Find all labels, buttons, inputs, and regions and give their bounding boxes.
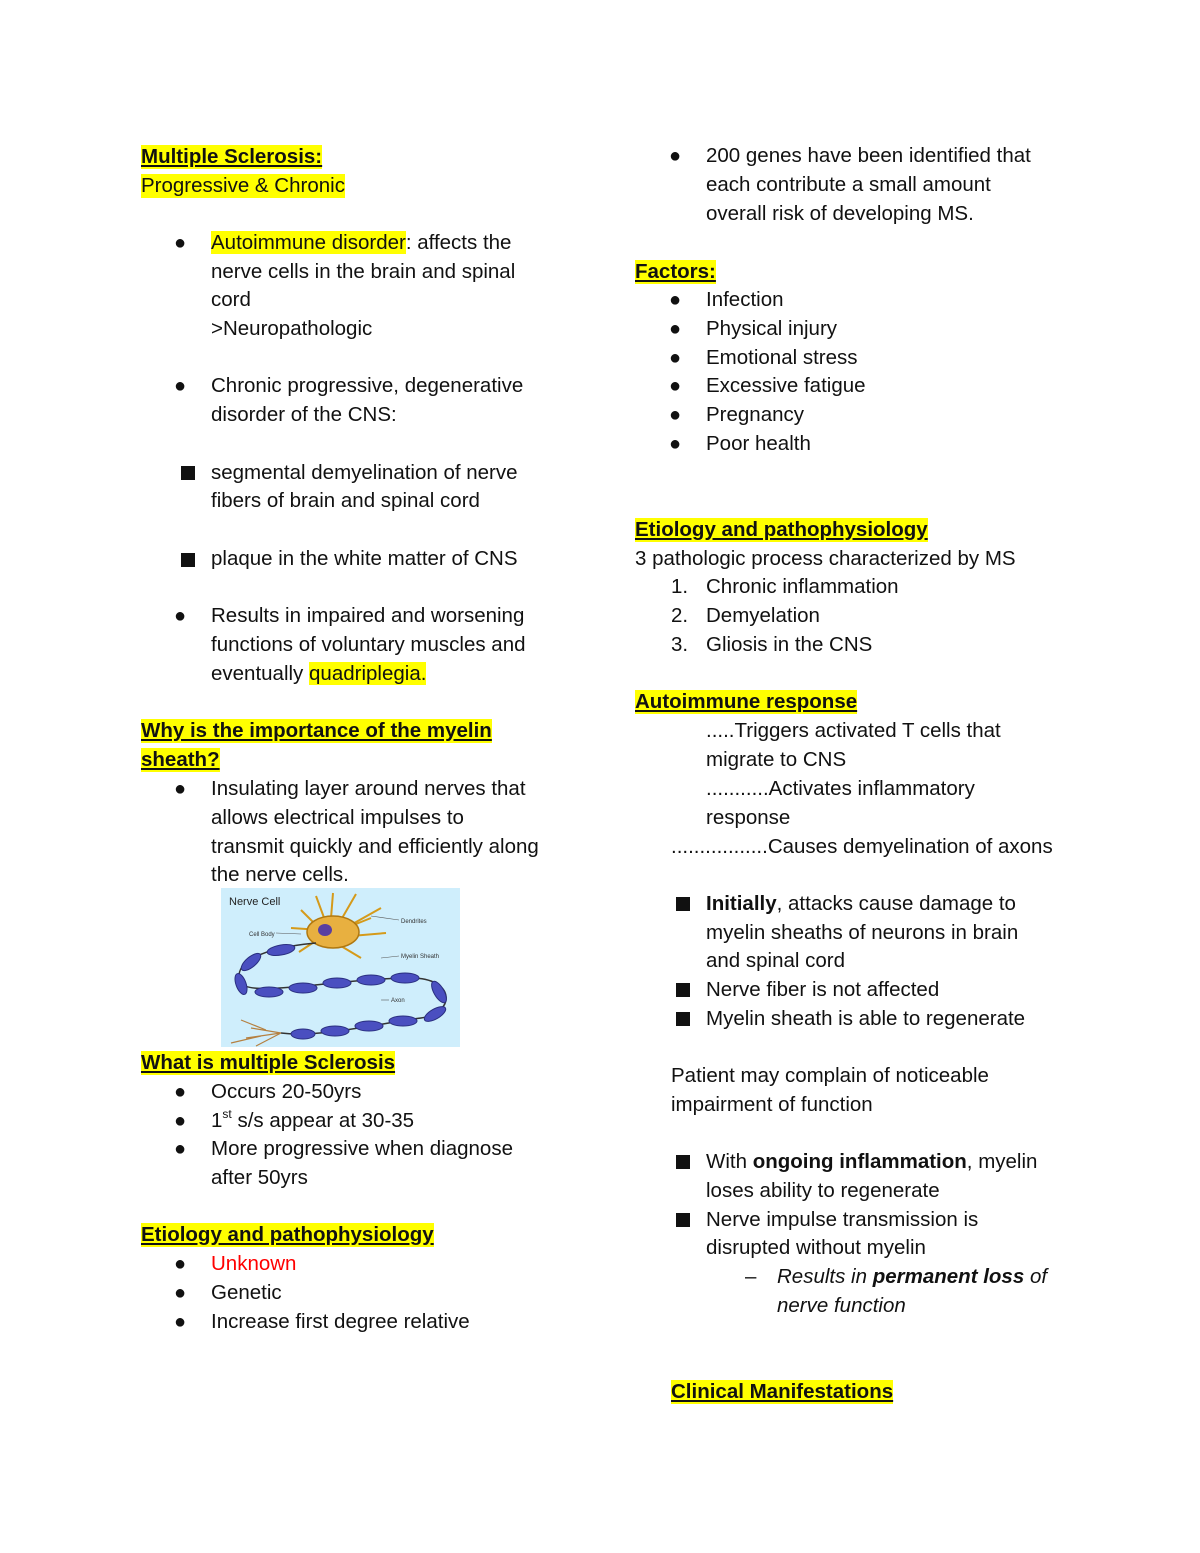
bullet-icon: ●	[174, 1311, 187, 1333]
autoimmune-bullet-line1	[211, 231, 511, 255]
nerve-fiber-line: Nerve fiber is not affected	[706, 978, 940, 1001]
text: : affects the	[405, 231, 512, 254]
activates-line2: response	[706, 806, 791, 829]
autoimmune-response-heading: Autoimmune response	[635, 690, 858, 713]
results-line2: functions of voluntary muscles and	[211, 633, 526, 656]
label-axon: Axon	[391, 998, 405, 1004]
bullet-icon: ●	[174, 1110, 187, 1132]
genetic-line: Genetic	[211, 1281, 282, 1304]
bullet-icon: ●	[174, 1138, 187, 1160]
figure-title: Nerve Cell	[229, 896, 281, 908]
bold-text: permanent loss	[872, 1265, 1025, 1288]
etiology-heading-left: Etiology and pathophysiology	[141, 1223, 434, 1246]
bold-text: Initially	[706, 892, 777, 915]
bullet-icon: ●	[174, 778, 187, 800]
etiology-item: Gliosis in the CNS	[706, 633, 873, 656]
subtitle-progressive-chronic: Progressive & Chronic	[141, 174, 345, 197]
bullet-icon: ●	[174, 605, 187, 627]
label-cell-body: Cell Body	[249, 932, 275, 938]
triggers-line2: migrate to CNS	[706, 748, 847, 771]
factor-item: Pregnancy	[706, 403, 805, 426]
superscript: st	[222, 1107, 232, 1121]
etiology-intro: 3 pathologic process characterized by MS	[635, 547, 1016, 570]
impulse-line2: disrupted without myelin	[706, 1236, 926, 1259]
ongoing-line1	[706, 1150, 1037, 1174]
bullet-icon: ●	[669, 404, 682, 426]
first-ss-line	[211, 1109, 414, 1133]
unknown-line: Unknown	[211, 1252, 297, 1275]
list-number: 1.	[671, 575, 689, 598]
square-bullet-icon	[676, 1012, 690, 1026]
etiology-heading-right: Etiology and pathophysiology	[635, 518, 928, 541]
label-dendrites: Dendrites	[401, 919, 427, 925]
text: , myelin	[966, 1150, 1038, 1173]
autoimmune-bullet-line4: >Neuropathologic	[211, 317, 373, 340]
square-bullet-icon	[676, 1155, 690, 1169]
title-multiple-sclerosis: Multiple Sclerosis:	[141, 145, 323, 168]
square-bullet-icon	[676, 1213, 690, 1227]
text: , attacks cause damage to	[776, 892, 1016, 915]
ongoing-line2: loses ability to regenerate	[706, 1179, 940, 1202]
activates-line1: ...........Activates inflammatory	[706, 777, 975, 800]
dash-bullet-icon: –	[745, 1265, 757, 1288]
permanent-loss-line2: nerve function	[777, 1294, 906, 1317]
triggers-line1: .....Triggers activated T cells that	[706, 719, 1001, 742]
impulse-line1: Nerve impulse transmission is	[706, 1208, 979, 1231]
bullet-icon: ●	[669, 347, 682, 369]
segmental-line2: fibers of brain and spinal cord	[211, 489, 480, 512]
bullet-icon: ●	[174, 1253, 187, 1275]
square-bullet-icon	[181, 553, 195, 567]
initially-line3: and spinal cord	[706, 949, 846, 972]
chronic-bullet-line1: Chronic progressive, degenerative	[211, 374, 524, 397]
autoimmune-bullet-line3: cord	[211, 288, 251, 311]
bullet-icon: ●	[669, 145, 682, 167]
autoimmune-disorder-highlight: Autoimmune disorder	[211, 231, 406, 254]
causes-line: .................Causes demyelination of axons	[671, 835, 1053, 858]
factor-item: Emotional stress	[706, 346, 858, 369]
square-bullet-icon	[676, 897, 690, 911]
etiology-item: Chronic inflammation	[706, 575, 899, 598]
text: eventually	[211, 662, 310, 685]
more-progressive-line1: More progressive when diagnose	[211, 1137, 513, 1160]
figure-background	[221, 888, 460, 1047]
nucleus	[318, 924, 332, 936]
permanent-loss-line1	[777, 1265, 1047, 1289]
bullet-icon: ●	[669, 433, 682, 455]
bullet-icon: ●	[174, 1081, 187, 1103]
text: With	[706, 1150, 753, 1173]
clinical-manifestations-heading: Clinical Manifestations	[671, 1380, 894, 1403]
bullet-icon: ●	[669, 375, 682, 397]
patient-line1: Patient may complain of noticeable	[671, 1064, 989, 1087]
relative-line: Increase first degree relative	[211, 1310, 470, 1333]
factors-heading: Factors:	[635, 260, 716, 283]
results-line3	[211, 662, 426, 686]
autoimmune-bullet-line2: nerve cells in the brain and spinal	[211, 260, 516, 283]
bullet-icon: ●	[669, 318, 682, 340]
text: Results in	[777, 1265, 873, 1288]
factor-item: Excessive fatigue	[706, 374, 866, 397]
more-progressive-line2: after 50yrs	[211, 1166, 308, 1189]
bold-text: ongoing inflammation	[752, 1150, 967, 1173]
initially-line1	[706, 892, 1016, 916]
results-line1: Results in impaired and worsening	[211, 604, 525, 627]
text: 1	[211, 1109, 223, 1132]
regenerate-line: Myelin sheath is able to regenerate	[706, 1007, 1026, 1030]
etiology-item: Demyelation	[706, 604, 820, 627]
bullet-icon: ●	[174, 375, 187, 397]
bullet-icon: ●	[669, 289, 682, 311]
bullet-icon: ●	[174, 232, 187, 254]
text: of	[1024, 1265, 1048, 1288]
nerve-cell-figure	[221, 888, 460, 1047]
genes-line2: each contribute a small amount	[706, 173, 991, 196]
initially-line2: myelin sheaths of neurons in brain	[706, 921, 1019, 944]
insulating-line3: transmit quickly and efficiently along	[211, 835, 539, 858]
square-bullet-icon	[676, 983, 690, 997]
occurs-line: Occurs 20-50yrs	[211, 1080, 362, 1103]
quadriplegia-highlight: quadriplegia.	[309, 662, 427, 685]
insulating-line4: the nerve cells.	[211, 863, 349, 886]
myelin-heading-line1: Why is the importance of the myelin	[141, 719, 492, 742]
myelin-heading-line2: sheath?	[141, 748, 220, 771]
factor-item: Infection	[706, 288, 784, 311]
genes-line1: 200 genes have been identified that	[706, 144, 1031, 167]
list-number: 2.	[671, 604, 689, 627]
patient-line2: impairment of function	[671, 1093, 873, 1116]
segmental-line1: segmental demyelination of nerve	[211, 461, 518, 484]
list-number: 3.	[671, 633, 689, 656]
factor-item: Poor health	[706, 432, 811, 455]
label-myelin-sheath: Myelin Sheath	[401, 954, 440, 960]
plaque-line: plaque in the white matter of CNS	[211, 547, 518, 570]
chronic-bullet-line2: disorder of the CNS:	[211, 403, 397, 426]
bullet-icon: ●	[174, 1282, 187, 1304]
factor-item: Physical injury	[706, 317, 838, 340]
square-bullet-icon	[181, 466, 195, 480]
insulating-line2: allows electrical impulses to	[211, 806, 464, 829]
text: s/s appear at 30-35	[231, 1109, 415, 1132]
insulating-line1: Insulating layer around nerves that	[211, 777, 526, 800]
what-is-ms-heading: What is multiple Sclerosis	[141, 1051, 396, 1074]
genes-line3: overall risk of developing MS.	[706, 202, 974, 225]
